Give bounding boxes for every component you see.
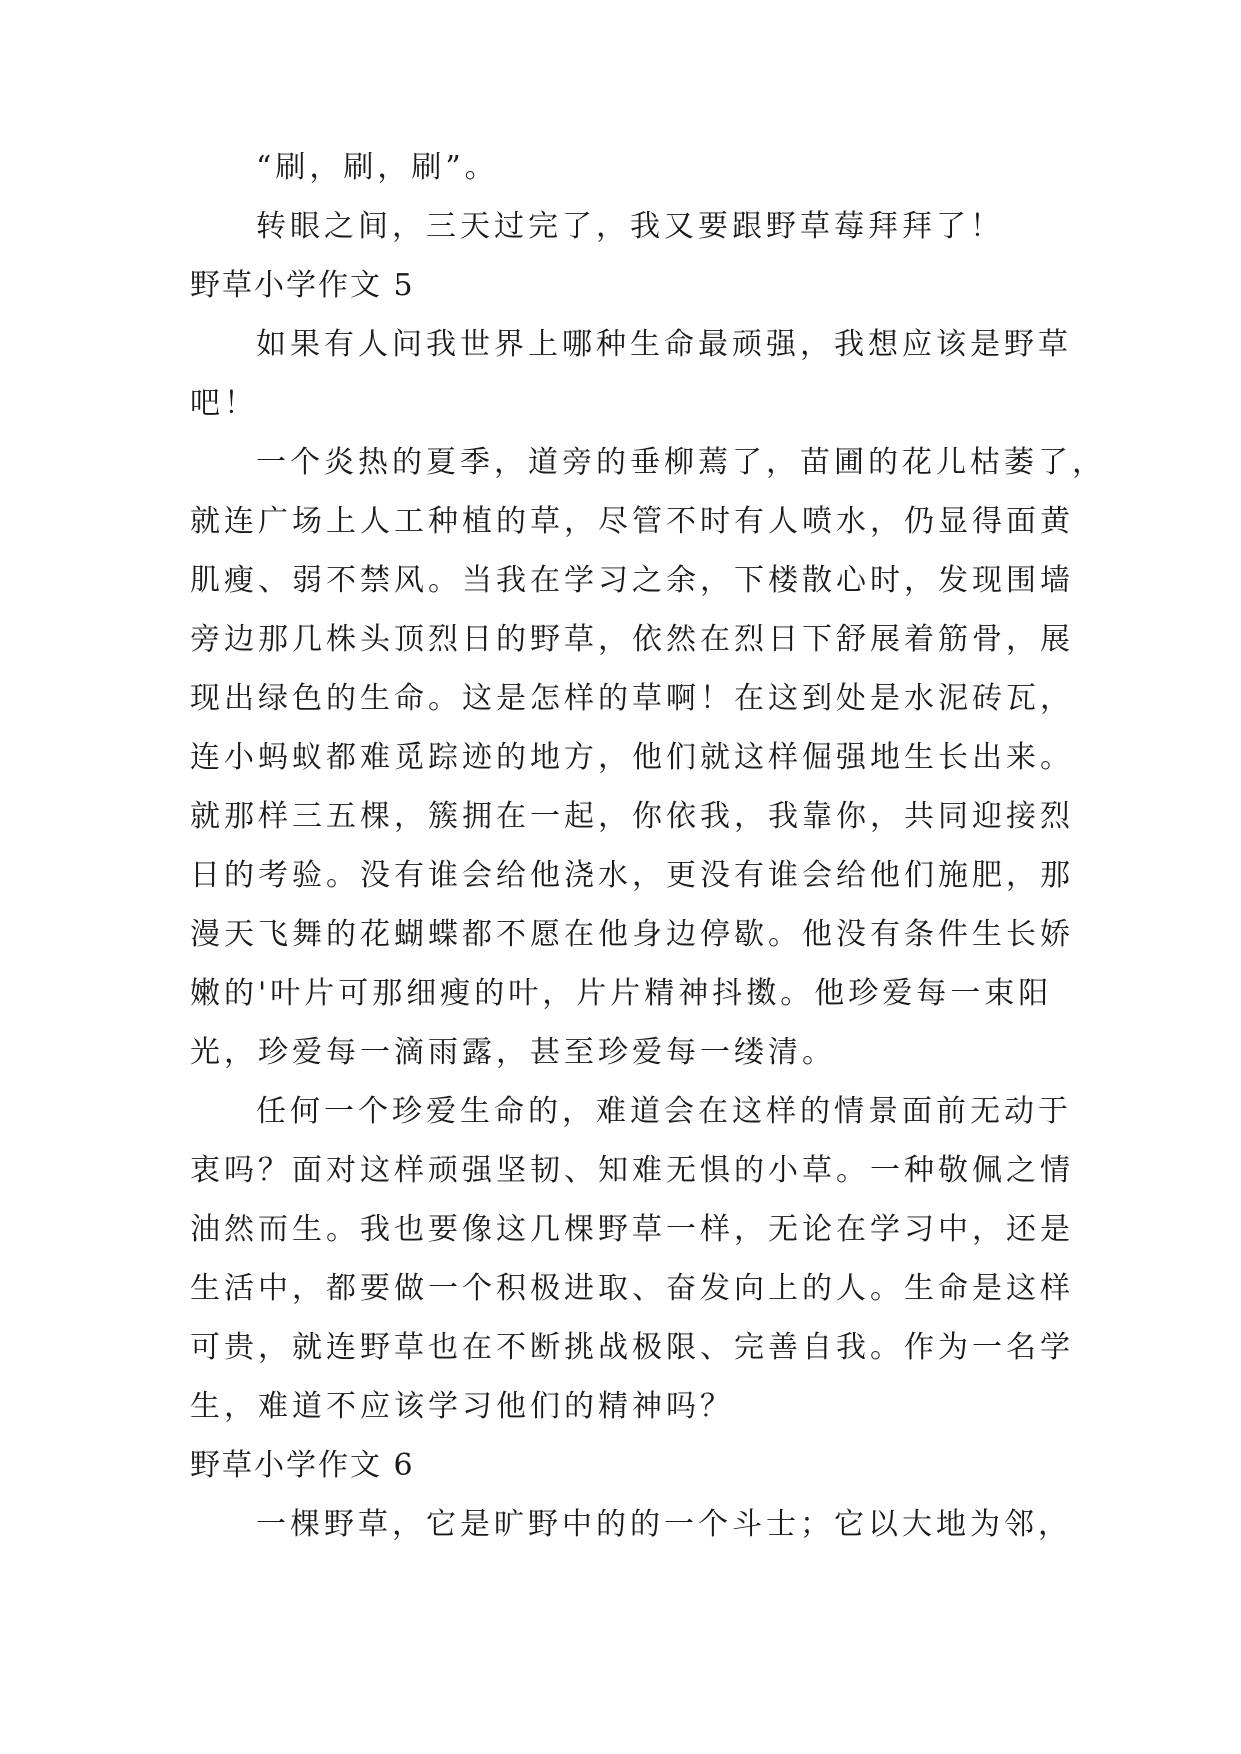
paragraph-line: 油然而生。我也要像这几棵野草一样，无论在学习中，还是 — [190, 1212, 1074, 1247]
paragraph-line: 就连广场上人工种植的草，尽管不时有人喷水，仍显得面黄 — [190, 504, 1074, 539]
section-heading: 野草小学作文 5 — [190, 268, 415, 303]
paragraph-line: 就那样三五棵，簇拥在一起，你依我，我靠你，共同迎接烈 — [190, 799, 1074, 834]
paragraph-line: 可贵，就连野草也在不断挑战极限、完善自我。作为一名学 — [190, 1330, 1074, 1365]
paragraph-line: 旁边那几株头顶烈日的野草，依然在烈日下舒展着筋骨，展 — [190, 622, 1074, 657]
paragraph-line: 生活中，都要做一个积极进取、奋发向上的人。生命是这样 — [190, 1271, 1074, 1306]
paragraph-line: 任何一个珍爱生命的，难道会在这样的情景面前无动于 — [256, 1094, 1072, 1129]
paragraph-line: 现出绿色的生命。这是怎样的草啊！在这到处是水泥砖瓦， — [190, 681, 1074, 716]
paragraph-line: 漫天飞舞的花蝴蝶都不愿在他身边停歇。他没有条件生长娇 — [190, 917, 1074, 952]
paragraph-line: 连小蚂蚁都难觅踪迹的地方，他们就这样倔强地生长出来。 — [190, 740, 1074, 775]
paragraph-line: 肌瘦、弱不禁风。当我在学习之余，下楼散心时，发现围墙 — [190, 563, 1074, 598]
paragraph-line: 光，珍爱每一滴雨露，甚至珍爱每一缕清。 — [190, 1035, 836, 1070]
paragraph-line: “刷，刷，刷”。 — [256, 150, 499, 185]
section-heading: 野草小学作文 6 — [190, 1448, 415, 1483]
paragraph-line: 吧！ — [190, 386, 258, 421]
paragraph-line: 如果有人问我世界上哪种生命最顽强，我想应该是野草 — [256, 327, 1072, 362]
paragraph-line: 一棵野草，它是旷野中的的一个斗士；它以大地为邻， — [256, 1507, 1072, 1542]
paragraph-line: 日的考验。没有谁会给他浇水，更没有谁会给他们施肥，那 — [190, 858, 1074, 893]
paragraph-line: 生，难道不应该学习他们的精神吗？ — [190, 1389, 734, 1424]
paragraph-line: 嫩的'叶片可那细瘦的叶，片片精神抖擞。他珍爱每一束阳 — [190, 976, 1053, 1011]
paragraph-line: 衷吗？面对这样顽强坚韧、知难无惧的小草。一种敬佩之情 — [190, 1153, 1074, 1188]
paragraph-line: 转眼之间，三天过完了，我又要跟野草莓拜拜了！ — [256, 209, 1004, 244]
paragraph-line: 一个炎热的夏季，道旁的垂柳蔫了，苗圃的花儿枯萎了， — [256, 445, 1106, 480]
